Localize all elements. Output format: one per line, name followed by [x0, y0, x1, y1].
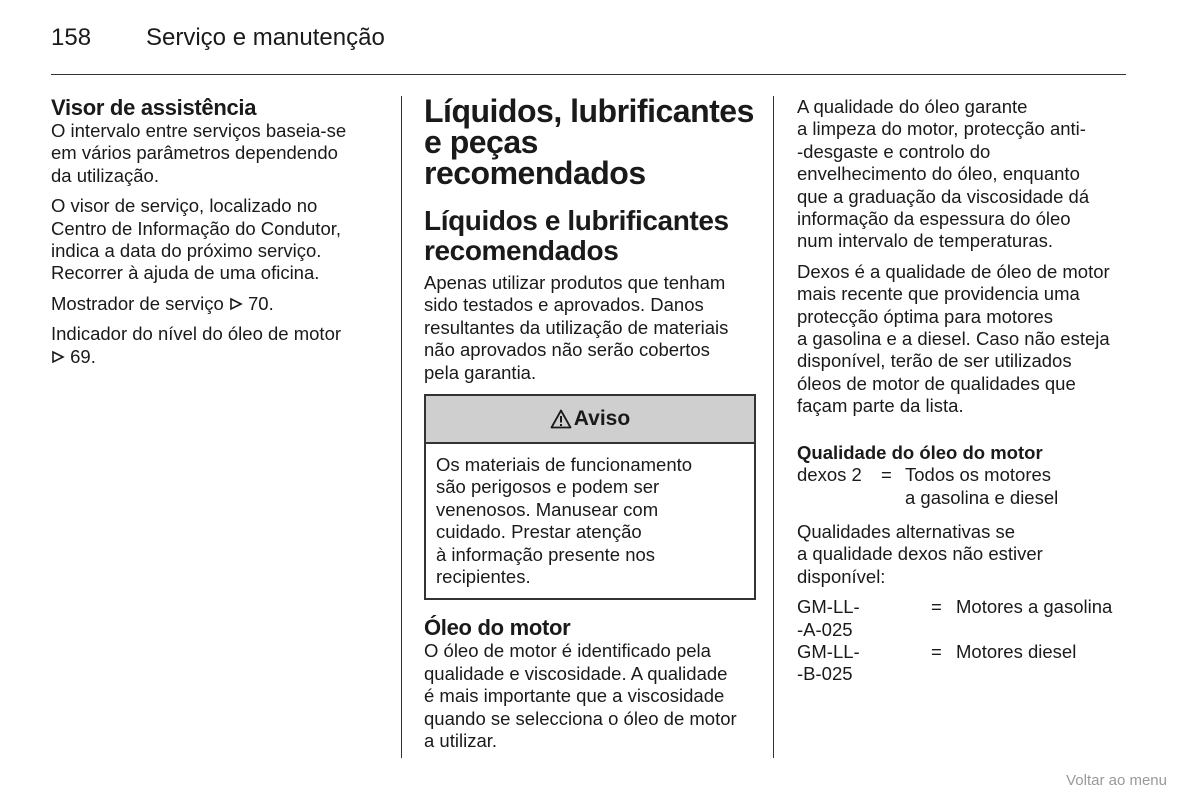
oil-spec-key: GM-LL- -A-025: [797, 596, 860, 640]
column-right: [797, 96, 1127, 686]
equals-sign: =: [931, 640, 942, 662]
column-divider-2: [773, 96, 774, 758]
table-row: [797, 596, 1127, 641]
column-divider-1: [401, 96, 402, 758]
paragraph-service-indicator: [51, 293, 381, 315]
page-ref-69[interactable]: 69.: [70, 345, 96, 367]
section-heading-engine-oil: Óleo do motor: [424, 615, 571, 641]
column-left: [51, 96, 381, 376]
page-ref-icon: [51, 346, 65, 367]
page-number: 158: [51, 24, 92, 51]
oil-spec-key: GM-LL- -B-025: [797, 640, 860, 685]
chapter-title: Serviço e manutenção: [146, 24, 385, 51]
paragraph-approved-products: Apenas utilizar produtos que tenham sido testados e aprovados. Danos resultantes da utilização de materiais não aprovados não serão cobertos pela garantia.: [424, 272, 729, 383]
dexos-value: Todos os motores a gasolina e diesel: [905, 464, 1059, 508]
warning-title: Aviso: [573, 406, 631, 430]
page-ref-70[interactable]: 70.: [248, 292, 274, 314]
page-header: [51, 24, 385, 58]
oil-spec-value: Motores diesel: [956, 640, 1077, 662]
oil-quality-heading: Qualidade do óleo do motor: [797, 441, 1043, 463]
header-rule: [51, 74, 1126, 75]
paragraph-alternatives: Qualidades alternativas se a qualidade dexos não estiver disponível:: [797, 520, 1043, 587]
page-ref-icon: [229, 293, 243, 314]
paragraph-engine-oil: O óleo de motor é identificado pela qualidade e viscosidade. A qualidade é mais importante que a viscosidade quando se selecciona o óleo de motor a utilizar.: [424, 640, 737, 752]
warning-text: Os materiais de funcionamento são perigosos e podem ser venenosos. Manusear com cuidado. Prestar atenção à informação presente nos recipientes.: [436, 454, 693, 588]
dexos-key: dexos 2: [797, 464, 862, 486]
section-heading-fluids: Líquidos e lubrificantes recomendados: [424, 205, 729, 266]
service-indicator-text: Mostrador de serviço: [51, 292, 224, 314]
table-row-dexos: [797, 464, 1127, 509]
paragraph-service-interval: O intervalo entre serviços baseia-se em vários parâmetros dependendo da utilização.: [51, 120, 347, 186]
warning-box: [424, 394, 756, 600]
warning-header: [426, 396, 754, 444]
back-to-menu-link[interactable]: Voltar ao menu: [1066, 772, 1167, 789]
equals-sign: =: [881, 464, 892, 486]
warning-triangle-icon: [550, 409, 572, 429]
oil-level-text: Indicador do nível do óleo de motor: [51, 323, 342, 345]
table-row: [797, 641, 1127, 686]
oil-spec-value: Motores a gasolina: [956, 596, 1113, 618]
equals-sign: =: [931, 596, 942, 618]
section-heading-service-display: Visor de assistência: [51, 95, 257, 120]
paragraph-oil-quality: A qualidade do óleo garante a limpeza do motor, protecção anti- -desgaste e controlo do envelhecimento do óleo, enquanto que a graduação da viscosidade dá informação da espessura do óleo num intervalo de temperaturas.: [797, 96, 1090, 252]
paragraph-oil-level: [51, 323, 381, 368]
column-middle: [424, 93, 756, 761]
main-heading: Líquidos, lubrificantes e peças recomendados: [424, 93, 754, 191]
paragraph-dexos: Dexos é a qualidade de óleo de motor mais recente que providencia uma protecção óptima para motores a gasolina e a diesel. Caso não esteja disponível, terão de ser utilizados óleos de motor de qualidades que façam parte da lista.: [797, 260, 1110, 417]
paragraph-service-display: O visor de serviço, localizado no Centro de Informação do Condutor, indica a data do próximo serviço. Recorrer à ajuda de uma oficina.: [51, 195, 342, 284]
